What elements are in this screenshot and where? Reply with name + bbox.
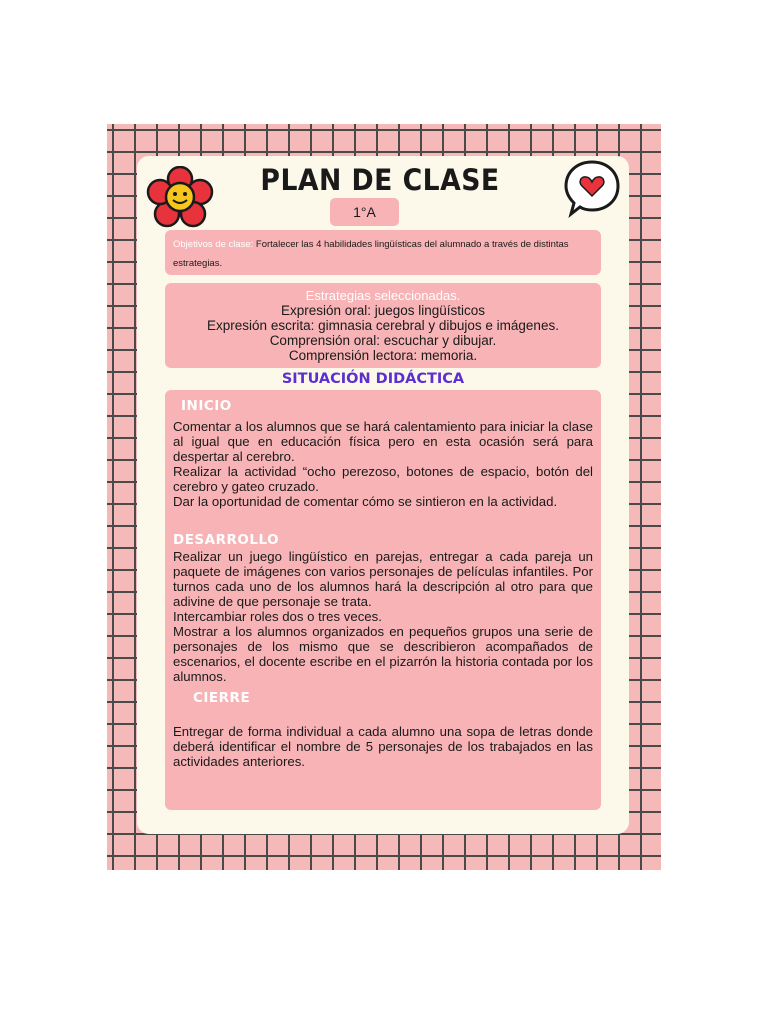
strategies-heading: Estrategias seleccionadas. <box>305 288 461 303</box>
heart-speech-bubble-icon <box>563 158 621 218</box>
paragraph: Realizar la actividad “ocho perezoso, botones de espacio, botón del cerebro y gateo cruzado. <box>173 464 593 494</box>
paragraph: Entregar de forma individual a cada alumno una sopa de letras donde deberá identificar el nombre de 5 personajes de los trabajados en las actividades anteriores. <box>173 724 593 769</box>
strategy-item: Comprensión oral: escuchar y dibujar. <box>269 333 497 348</box>
strategy-item: Expresión oral: juegos lingüísticos <box>280 303 486 318</box>
situation-title: SITUACIÓN DIDÁCTICA <box>281 371 465 387</box>
section-label-inicio: INICIO <box>181 398 232 414</box>
section-label-desarrollo: DESARROLLO <box>173 532 280 548</box>
section-label-cierre: CIERRE <box>193 690 251 706</box>
strategy-item: Comprensión lectora: memoria. <box>288 348 478 363</box>
paragraph: Dar la oportunidad de comentar cómo se sintieron en la actividad. <box>173 494 558 509</box>
objectives-label: Objetivos de clase: <box>173 239 254 250</box>
paragraph: Realizar un juego lingüístico en parejas, entregar a cada pareja un paquete de imágenes con varios personajes de películas infantiles. Por turnos cada uno de los alumnos hará la descripción al otro para que adivine de que personaje se trata. <box>173 549 593 609</box>
objectives-text: Fortalecer las 4 habilidades lingüísticas del alumnado a través de distintas estrategias. <box>173 239 569 269</box>
paragraph: Comentar a los alumnos que se hará calentamiento para iniciar la clase al igual que en educación física pero en esta ocasión será para despertar al cerebro. <box>173 419 593 464</box>
smiley-flower-icon <box>146 166 214 228</box>
section-text-inicio <box>173 419 593 509</box>
strategies-box <box>165 283 601 368</box>
section-text-desarrollo <box>173 549 593 684</box>
page-title: PLAN DE CLASE <box>260 163 500 197</box>
strategy-item: Expresión escrita: gimnasia cerebral y dibujos e imágenes. <box>207 318 559 333</box>
section-text-cierre <box>173 724 593 769</box>
objectives-box <box>165 230 601 275</box>
paragraph: Intercambiar roles dos o tres veces. <box>173 609 382 624</box>
paragraph: Mostrar a los alumnos organizados en pequeños grupos una serie de personajes de los mismo que se describieron acompañados de escenarios, el docente escribe en el pizarrón la historia contada por los alumnos. <box>173 624 593 684</box>
grade-badge: 1°A <box>330 198 399 226</box>
